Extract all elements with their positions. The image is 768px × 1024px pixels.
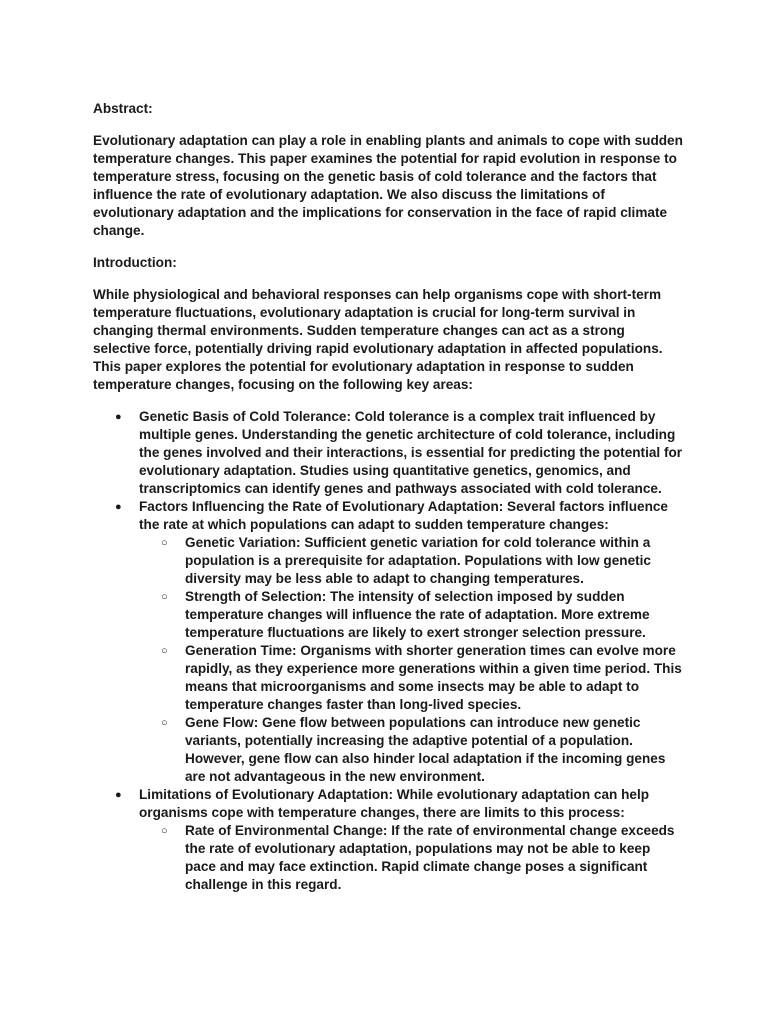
- list-item-text: Genetic Basis of Cold Tolerance: Cold tolerance is a complex trait influenced by multiple genes. Understanding the genetic architecture of cold tolerance, including the genes involved and their interactions, is essential for predicting the potential for evolutionary adaptation. Studies using quantitative genetics, genomics, and transcriptomics can identify genes and pathways associated with cold tolerance.: [139, 409, 683, 496]
- list-item-rate-factors: [93, 498, 683, 786]
- bullet-circle-icon: ○: [161, 645, 168, 657]
- limitations-sublist: [139, 822, 683, 894]
- bullet-circle-icon: ○: [161, 825, 168, 837]
- sublist-item-rate-of-change: [139, 822, 683, 894]
- bullet-dot-icon: ●: [115, 501, 122, 513]
- abstract-heading: Abstract:: [93, 101, 153, 116]
- sublist-item-gene-flow: [139, 714, 683, 786]
- list-item-genetic-basis: [93, 408, 683, 498]
- list-item-limitations: [93, 786, 683, 894]
- sublist-item-text: Gene Flow: Gene flow between populations can introduce new genetic variants, potentially increasing the adaptive potential of a population. However, gene flow can also hinder local adaptation if the incoming genes are not advantageous in the new environment.: [185, 715, 666, 784]
- key-areas-list: [93, 408, 683, 894]
- list-item-text: Limitations of Evolutionary Adaptation: While evolutionary adaptation can help organisms cope with temperature changes, there are limits to this process:: [139, 787, 650, 820]
- list-item-text: Factors Influencing the Rate of Evolutionary Adaptation: Several factors influence the rate at which populations can adapt to sudden temperature changes:: [139, 499, 668, 532]
- sublist-item-genetic-variation: [139, 534, 683, 588]
- sublist-item-text: Generation Time: Organisms with shorter generation times can evolve more rapidly, as they experience more generations within a given time period. This means that microorganisms and some insects may be able to adapt to temperature changes faster than long-lived species.: [185, 643, 682, 712]
- rate-factors-sublist: [139, 534, 683, 786]
- sublist-item-text: Strength of Selection: The intensity of selection imposed by sudden temperature changes will influence the rate of adaptation. More extreme temperature fluctuations are likely to exert stronger selection pressure.: [185, 589, 650, 640]
- sublist-item-text: Rate of Environmental Change: If the rate of environmental change exceeds the rate of evolutionary adaptation, populations may not be able to keep pace and may face extinction. Rapid climate change poses a significant challenge in this regard.: [185, 823, 675, 892]
- sublist-item-text: Genetic Variation: Sufficient genetic variation for cold tolerance within a population is a prerequisite for adaptation. Populations with low genetic diversity may be less able to adapt to changing temperatures.: [185, 535, 651, 586]
- bullet-circle-icon: ○: [161, 717, 168, 729]
- bullet-circle-icon: ○: [161, 591, 168, 603]
- bullet-dot-icon: ●: [115, 789, 122, 801]
- bullet-circle-icon: ○: [161, 537, 168, 549]
- document-page: [93, 100, 683, 894]
- abstract-paragraph: Evolutionary adaptation can play a role in enabling plants and animals to cope with sudden temperature changes. This paper examines the potential for rapid evolution in response to temperature stress, focusing on the genetic basis of cold tolerance and the factors that influence the rate of evolutionary adaptation. We also discuss the limitations of evolutionary adaptation and the implications for conservation in the face of rapid climate change.: [93, 133, 683, 238]
- bullet-dot-icon: ●: [115, 411, 122, 423]
- sublist-item-strength-of-selection: [139, 588, 683, 642]
- introduction-heading: Introduction:: [93, 255, 177, 270]
- introduction-paragraph: While physiological and behavioral responses can help organisms cope with short-term temperature fluctuations, evolutionary adaptation is crucial for long-term survival in changing thermal environments. Sudden temperature changes can act as a strong selective force, potentially driving rapid evolutionary adaptation in affected populations. This paper explores the potential for evolutionary adaptation in response to sudden temperature changes, focusing on the following key areas:: [93, 287, 663, 392]
- sublist-item-generation-time: [139, 642, 683, 714]
